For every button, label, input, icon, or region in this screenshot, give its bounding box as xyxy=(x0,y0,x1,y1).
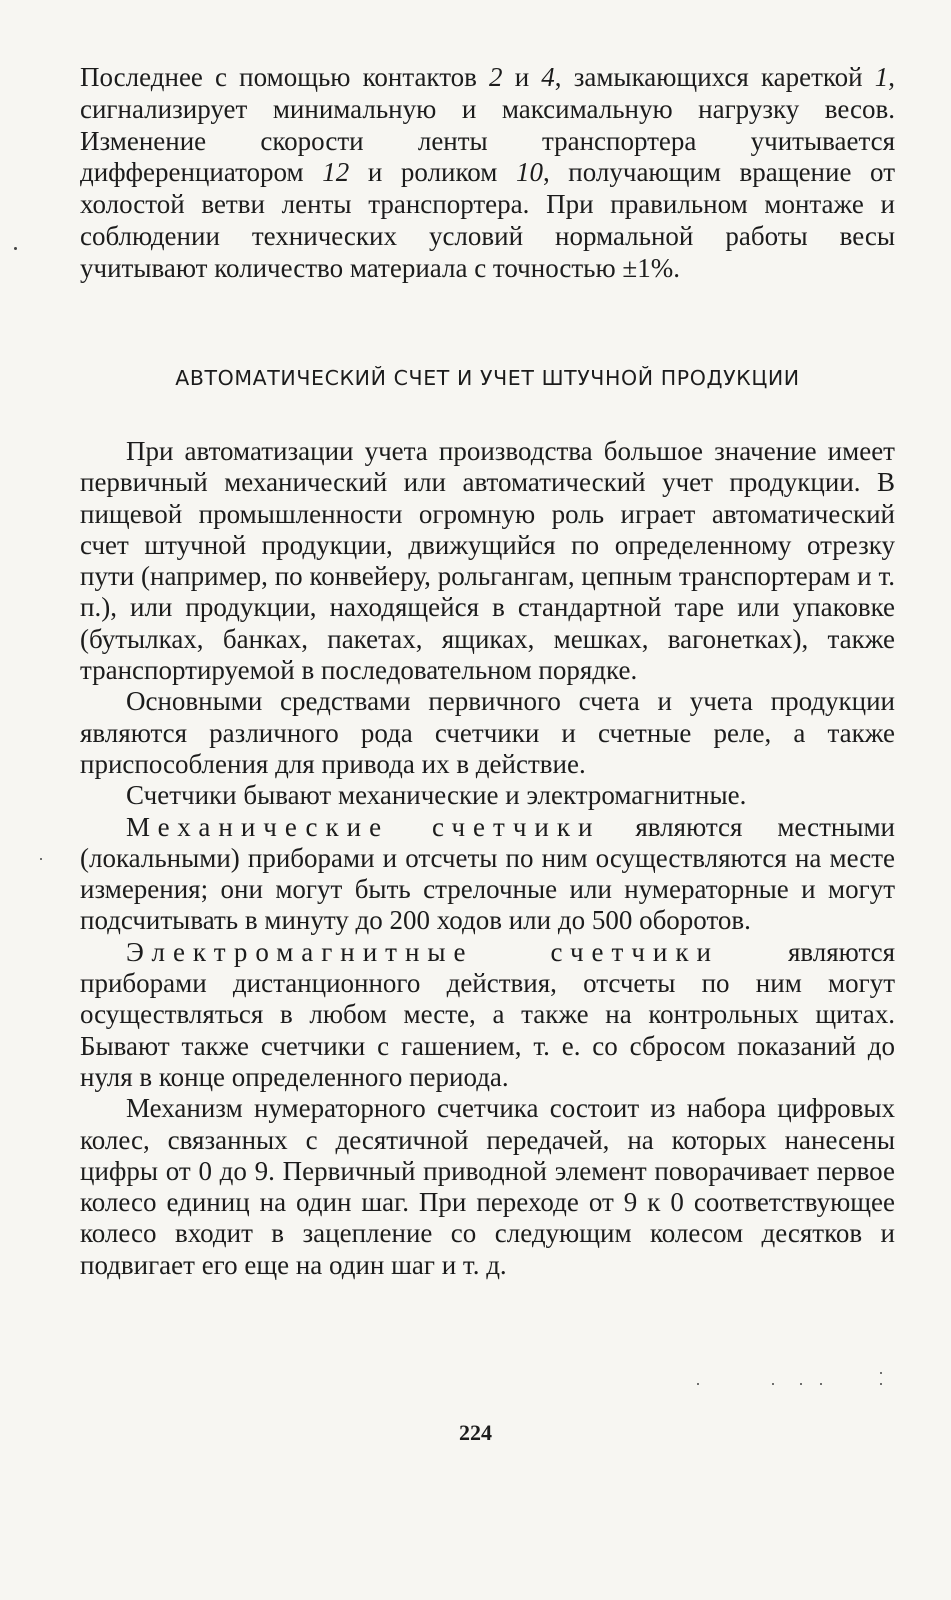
paragraph-numerator-mechanism: Механизм нумераторного счетчика состоит из набора цифровых колес, связанных с десятичной передачей, на которых нанесены цифры от 0 до 9. Первичный приводной элемент поворачивает первое колесо единиц на один шаг. При переходе от 9 к 0 соответствующее колесо входит в зацепление со следующим колесом десятков и подвигает его еще на один шаг и т. д. xyxy=(80,1093,895,1280)
paragraph-counter-types: Счетчики бывают механические и электромагнитные. xyxy=(126,780,747,811)
paragraph-means: Основными средствами первичного счета и учета продукции являются различного рода счетчики и счетные реле, а также приспособления для привода их в действие. xyxy=(80,686,895,779)
reference-number: 12 xyxy=(322,157,350,188)
text-segment: и роликом xyxy=(349,157,516,188)
term-electromagnetic-counters: Электромагнитные счетчики xyxy=(126,936,719,967)
text-segment: и xyxy=(502,62,542,92)
page-number: 224 xyxy=(459,1420,492,1445)
text-segment: , сигнализирует минимальную и максимальную нагрузку весов. Изменение скорости ленты транспортера учитывается дифференциатором xyxy=(80,62,896,188)
text-segment: являются приборами дистанционного действия, отсчеты по ним могут осуществляться в любом месте, а также на контрольных щитах. Бывают также счетчики с гашением, т. е. со сбросом показаний до нуля в конце определенного периода. xyxy=(80,936,895,1092)
paragraph-weighing-accuracy xyxy=(80,62,895,285)
text-segment: являются местными (локальными) приборами и отсчеты по ним осуществляются на месте измерения; они могут быть стрелочные или нумераторные и могут подсчитывать в минуту до 200 ходов или до 500 оборотов. xyxy=(80,811,895,936)
paragraph-electromagnetic-counters xyxy=(80,937,895,1093)
top-paragraph-block xyxy=(80,62,895,285)
scan-speck xyxy=(772,1383,774,1385)
scan-speck xyxy=(800,1383,802,1385)
section-body xyxy=(80,436,895,1281)
reference-number: 4 xyxy=(541,62,555,92)
reference-number: 1 xyxy=(874,62,889,92)
term-mechanical-counters: Механические счетчики xyxy=(126,811,601,842)
text-segment: Последнее с помощью контактов xyxy=(80,62,490,92)
scan-speck xyxy=(880,1383,882,1385)
scan-speck xyxy=(880,1372,882,1374)
text-segment: , получающим вращение от холостой ветви ленты транспортера. При правильном монтаже и соблюдении технических условий нормальной работы весы учитывают количество материала с точностью ±1%. xyxy=(80,157,895,283)
reference-number: 10 xyxy=(515,157,543,188)
scan-speck xyxy=(40,858,42,860)
scan-speck xyxy=(820,1383,822,1385)
paragraph-mechanical-counters xyxy=(80,812,895,937)
reference-number: 2 xyxy=(489,62,503,92)
text-segment: , замыкающихся кареткой xyxy=(554,62,875,92)
paragraph-automation: При автоматизации учета производства большое значение имеет первичный механический или автоматический учет продукции. В пищевой промышленности огромную роль играет автоматический счет штучной продукции, движущийся по определенному отрезку пути (например, по конвейеру, рольгангам, цепным транспортерам и т. п.), или продукции, находящейся в стандартной таре или упаковке (бутылках, банках, пакетах, ящиках, мешках, вагонетках), также транспортируемой в последовательном порядке. xyxy=(80,436,895,686)
section-heading: АВТОМАТИЧЕСКИЙ СЧЕТ И УЧЕТ ШТУЧНОЙ ПРОДУКЦИИ xyxy=(175,366,800,390)
scan-speck xyxy=(697,1383,699,1385)
scan-speck xyxy=(14,247,17,250)
